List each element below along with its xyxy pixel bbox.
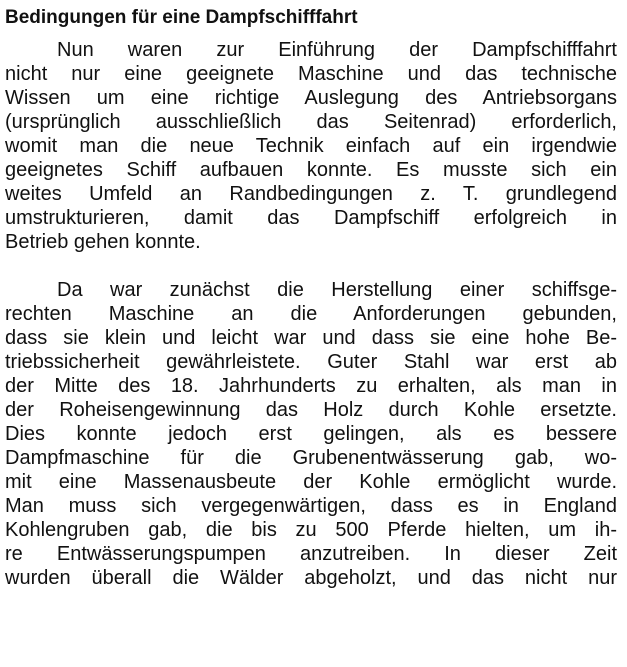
text-line: Man muss sich vergegenwärtigen, dass es in England bbox=[5, 495, 617, 517]
text-line: re Entwässerungspumpen anzutreiben. In dieser Zeit bbox=[5, 543, 617, 565]
text-line: Betrieb gehen konnte. bbox=[5, 231, 201, 253]
paragraph-spacer bbox=[5, 254, 617, 278]
text-line: dass sie klein und leicht war und dass sie eine hohe Be- bbox=[5, 327, 617, 349]
text-line: triebssicherheit gewährleistete. Guter Stahl war erst ab bbox=[5, 351, 617, 373]
text-line: Dies konnte jedoch erst gelingen, als es bessere bbox=[5, 423, 617, 445]
paragraph-2 bbox=[5, 278, 617, 590]
text-line: rechten Maschine an die Anforderungen gebunden, bbox=[5, 303, 617, 325]
text-line: der Roheisengewinnung das Holz durch Kohle ersetzte. bbox=[5, 399, 617, 421]
text-line: wurden überall die Wälder abgeholzt, und das nicht nur bbox=[5, 567, 617, 589]
text-line: weites Umfeld an Randbedingungen z. T. grundlegend bbox=[5, 183, 617, 205]
text-line: umstrukturieren, damit das Dampfschiff erfolgreich in bbox=[5, 207, 617, 229]
text-line: womit man die neue Technik einfach auf ein irgendwie bbox=[5, 135, 617, 157]
text-line: Nun waren zur Einführung der Dampfschifffahrt bbox=[57, 39, 617, 61]
text-line: (ursprünglich ausschließlich das Seitenrad) erforderlich, bbox=[5, 111, 617, 133]
text-line: der Mitte des 18. Jahrhunderts zu erhalten, als man in bbox=[5, 375, 617, 397]
text-line: geeignetes Schiff aufbauen konnte. Es musste sich ein bbox=[5, 159, 617, 181]
text-line: Da war zunächst die Herstellung einer schiffsge- bbox=[57, 279, 617, 301]
text-line: Kohlengruben gab, die bis zu 500 Pferde hielten, um ih- bbox=[5, 519, 617, 541]
text-line: Wissen um eine richtige Auslegung des Antriebsorgans bbox=[5, 87, 617, 109]
section-heading: Bedingungen für eine Dampfschifffahrt bbox=[5, 7, 358, 28]
text-line: mit eine Massenausbeute der Kohle ermöglicht wurde. bbox=[5, 471, 617, 493]
text-line: nicht nur eine geeignete Maschine und das technische bbox=[5, 63, 617, 85]
text-line: Dampfmaschine für die Grubenentwässerung gab, wo- bbox=[5, 447, 617, 469]
paragraph-1 bbox=[5, 38, 617, 254]
document-page bbox=[5, 6, 617, 590]
